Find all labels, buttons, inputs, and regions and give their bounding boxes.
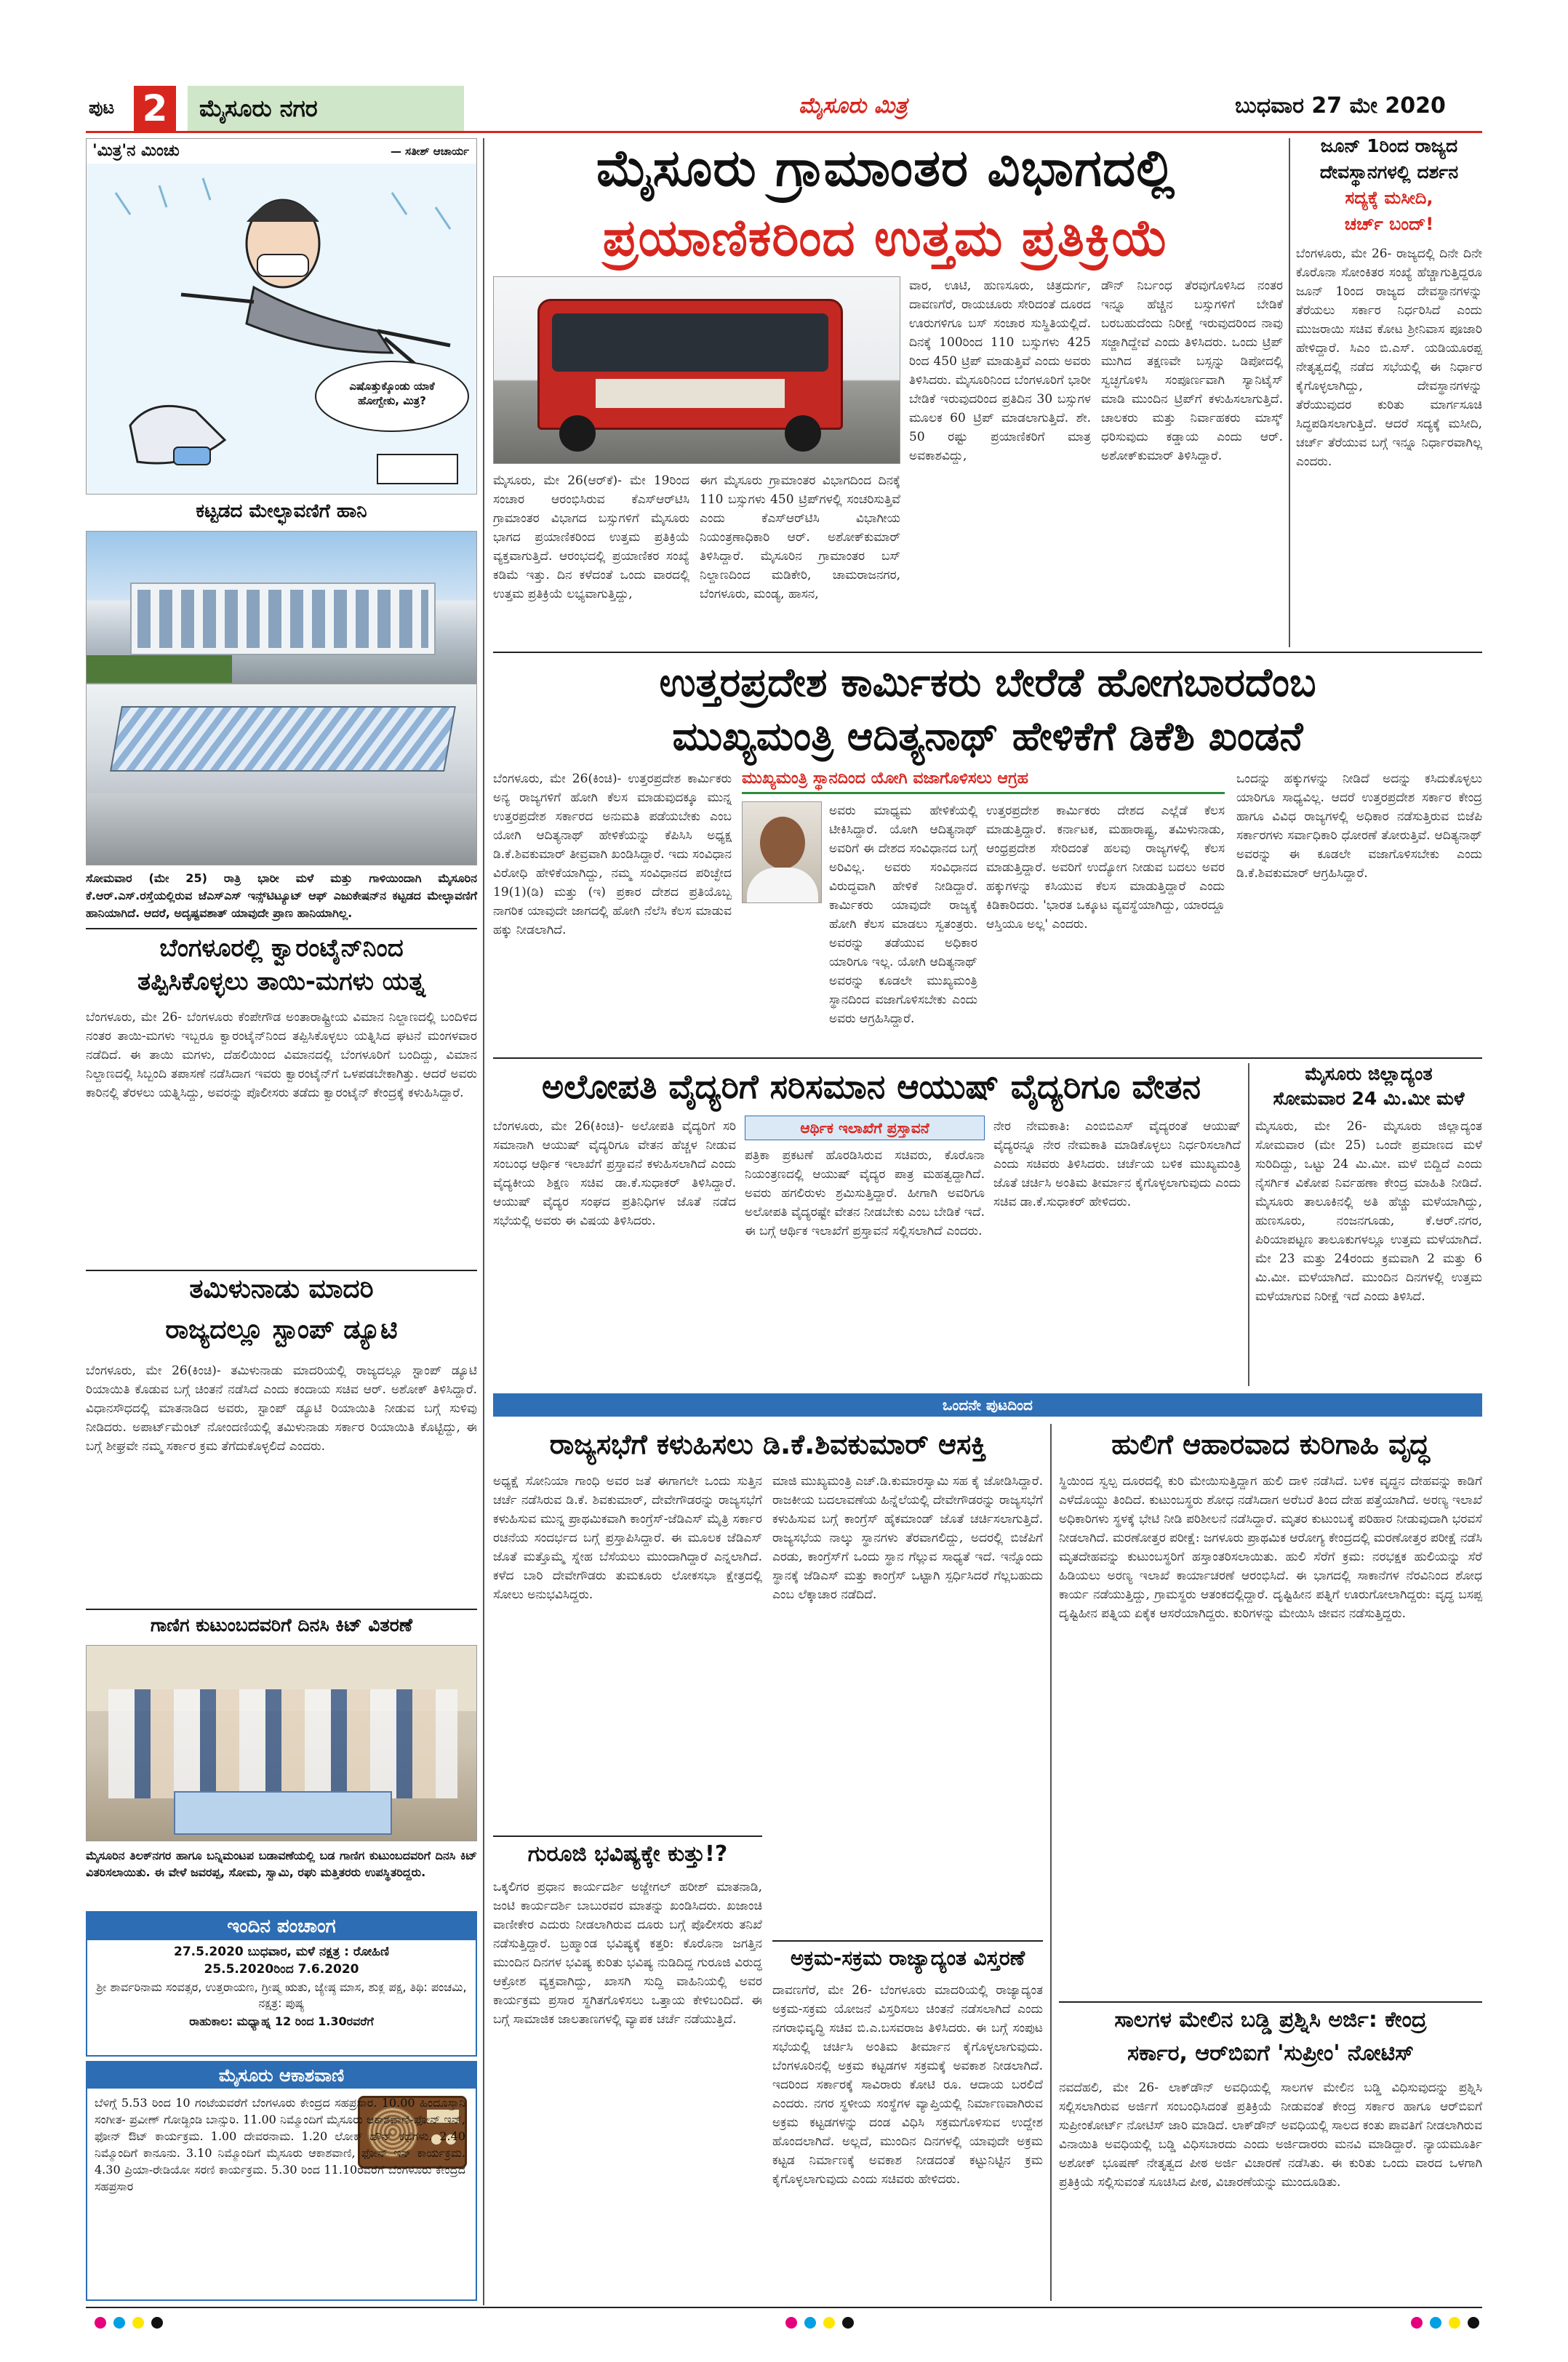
akashavani-title: ಮೈಸೂರು ಆಕಾಶವಾಣಿ: [87, 2062, 476, 2089]
cow-text: ಸ್ಥಿಯಿಂದ ಸ್ವಲ್ಪ ದೂರದಲ್ಲಿ ಕುರಿ ಮೇಯಿಸುತ್ತಿದ್ದಾಗ ಹುಲಿ ದಾಳಿ ನಡೆಸಿದೆ. ಬಳಿಕ ವೃದ್ಧನ ದೇಹವನ್ನು ಕಾಡಿಗೆ ಎಳೆದೊಯ್ದು ತಿಂದಿದೆ. ಕುಟುಂಬಸ್ಥರು ಶೋಧ ನಡೆಸಿದಾಗ ಅರೆಬರೆ ತಿಂದ ದೇಹ ಪತ್ತೆಯಾಗಿದೆ. ಅರಣ್ಯ ಇಲಾಖೆ ಅಧಿಕಾರಿಗಳು ಸ್ಥಳಕ್ಕೆ ಭೇಟಿ ನೀಡಿ ಪರಿಶೀಲನೆ ನಡೆಸಿದ್ದಾರೆ. ಮೃತರ ಕುಟುಂಬಕ್ಕೆ ಪರಿಹಾರ ನೀಡುವುದಾಗಿ ಭರವಸೆ ನೀಡಲಾಗಿದೆ. ಮರಣೋತ್ತರ ಪರೀಕ್ಷೆ: ಜಗಳೂರು ಪ್ರಾಥಮಿಕ ಆರೋಗ್ಯ ಕೇಂದ್ರದಲ್ಲಿ ಮರಣೋತ್ತರ ಪರೀಕ್ಷೆ ನಡೆಸಿ ಮೃತದೇಹವನ್ನು ಕುಟುಂಬಸ್ಥರಿಗೆ ಹಸ್ತಾಂತರಿಸಲಾಯಿತು. ಹುಲಿ ಸೆರೆಗೆ ಕ್ರಮ: ನರಭಕ್ಷಕ ಹುಲಿಯನ್ನು ಸೆರೆ ಹಿಡಿಯಲು ಅರಣ್ಯ ಇಲಾಖೆ ಕಾರ್ಯಾಚರಣೆ ಆರಂಭಿಸಿದೆ. ಈ ಭಾಗದಲ್ಲಿ ಸಾಕಾನೆಗಳ ನೆರವಿನಿಂದ ಶೋಧ ಕಾರ್ಯ ನಡೆಯುತ್ತಿದ್ದು, ಗ್ರಾಮಸ್ಥರು ಆತಂಕದಲ್ಲಿದ್ದಾರೆ. ದೃಷ್ಟಿಹೀನ ಪತ್ನಿಗೆ ಊರುಗೋಲಾಗಿದ್ದರು: ವೃದ್ಧ ಬಸಪ್ಪ ದೃಷ್ಟಿಹೀನ ಪತ್ನಿಯ ಏಕೈಕ ಆಸರೆಯಾಗಿದ್ದರು. ಕುರಿಗಳನ್ನು ಮೇಯಿಸಿ ಜೀವನ ನಡೆಸುತ್ತಿದ್ದರು.: [1059, 1474, 1482, 1621]
cartoon-title: 'ಮಿತ್ರ'ನ ಮಿಂಚು: [92, 142, 180, 160]
dks-col1: ಅಧ್ಯಕ್ಷೆ ಸೋನಿಯಾ ಗಾಂಧಿ ಅವರ ಜತೆ ಈಗಾಗಲೇ ಒಂದು ಸುತ್ತಿನ ಚರ್ಚೆ ನಡೆಸಿರುವ ಡಿ.ಕೆ. ಶಿವಕುಮಾರ್, ದೇವೇಗೌಡರನ್ನು ರಾಜ್ಯಸಭೆಗೆ ಕಳುಹಿಸುವ ಮುನ್ನ ಪ್ರಾಥಮಿಕವಾಗಿ ಕಾಂಗ್ರೆಸ್-ಜೆಡಿಎಸ್ ಮೈತ್ರಿ ಸರ್ಕಾರ ರಚನೆಯ ಸಂದರ್ಭದ ಬಗ್ಗೆ ಪ್ರಸ್ತಾಪಿಸಿದ್ದಾರೆ. ಈ ಮೂಲಕ ಜೆಡಿಎಸ್ ಜೊತೆ ಮತ್ತೊಮ್ಮೆ ಸ್ನೇಹ ಬೆಸೆಯಲು ಮುಂದಾಗಿದ್ದಾರೆ ಎನ್ನಲಾಗಿದೆ. ಕಳೆದ ಬಾರಿ ದೇವೇಗೌಡರು ತುಮಕೂರು ಲೋಕಸಭಾ ಕ್ಷೇತ್ರದಲ್ಲಿ ಸೋಲು ಅನುಭವಿಸಿದ್ದರು.: [493, 1474, 762, 1602]
rule-before-rbi: [1059, 2001, 1482, 2003]
church-sub-1: ಸದ್ಯಕ್ಕೆ ಮಸೀದಿ,: [1345, 188, 1433, 208]
lead-headline-2: ಪ್ರಯಾಣಿಕರಿಂದ ಉತ್ತಮ ಪ್ರತಿಕ್ರಿಯೆ: [602, 208, 1169, 268]
masthead-rule: [86, 131, 1482, 133]
column-rule-right-top: [1289, 138, 1290, 647]
up-col4: ಒಂದನ್ನು ಹಕ್ಕುಗಳನ್ನು ನೀಡಿದೆ ಅದನ್ನು ಕಸಿದುಕೊಳ್ಳಲು ಯಾರಿಗೂ ಸಾಧ್ಯವಿಲ್ಲ. ಆದರೆ ಉತ್ತರಪ್ರದೇಶ ಸರ್ಕಾರ ಕೇಂದ್ರ ಹಾಗೂ ವಿವಿಧ ರಾಜ್ಯಗಳಲ್ಲಿ ಅಧಿಕಾರ ನಡೆಸುತ್ತಿರುವ ಬಿಜೆಪಿ ಸರ್ಕಾರಗಳು ಸರ್ವಾಧಿಕಾರಿ ಧೋರಣೆ ತೋರುತ್ತಿವೆ. ಆದಿತ್ಯನಾಥ್ ಅವರನ್ನು ಈ ಕೂಡಲೇ ವಜಾಗೊಳಿಸಬೇಕು ಎಂದು ಡಿ.ಕೆ.ಶಿವಕುಮಾರ್ ಆಗ್ರಹಿಸಿದ್ದಾರೆ.: [1236, 772, 1482, 881]
tn-headline-2: ರಾಜ್ಯದಲ್ಲೂ ಸ್ಟಾಂಪ್ ಡ್ಯೂಟಿ: [165, 1315, 398, 1345]
panchanga-line1: 27.5.2020 ಬುಧವಾರ, ಮಳೆ ನಕ್ಷತ್ರ : ರೋಹಿಣಿ: [174, 1945, 389, 1959]
cartoon-bubble-text: ಎಷೊತ್ತುಕ್ಕೊಂಡು ಯಾಕೆ ಹೋಗ್ಬೇಕು, ಮಿತ್ರ?: [349, 380, 435, 407]
up-col1: ಬೆಂಗಳೂರು, ಮೇ 26(ಕಿಂಚಿ)- ಉತ್ತರಪ್ರದೇಶ ಕಾರ್ಮಿಕರು ಅನ್ಯ ರಾಜ್ಯಗಳಿಗೆ ಹೋಗಿ ಕೆಲಸ ಮಾಡುವುದಕ್ಕೂ ಮುನ್ನ ಉತ್ತರಪ್ರದೇಶ ಸರ್ಕಾರದ ಅನುಮತಿ ಪಡೆಯಬೇಕು ಎಂಬ ಯೋಗಿ ಆದಿತ್ಯನಾಥ್ ಹೇಳಿಕೆಯನ್ನು ಕೆಪಿಸಿಸಿ ಅಧ್ಯಕ್ಷ ಡಿ.ಕೆ.ಶಿವಕುಮಾರ್ ತೀವ್ರವಾಗಿ ಖಂಡಿಸಿದ್ದಾರೆ. ಇದು ಸಂವಿಧಾನ ವಿರೋಧಿ ಹೇಳಿಕೆಯಾಗಿದ್ದು, ನಮ್ಮ ಸಂವಿಧಾನದ ಪರಿಚ್ಛೇದ 19(1)(ಡಿ) ಮತ್ತು (ಇ) ಪ್ರಕಾರ ದೇಶದ ಪ್ರತಿಯೊಬ್ಬ ನಾಗರಿಕ ಯಾವುದೇ ಜಾಗದಲ್ಲಿ ಹೋಗಿ ನೆಲೆಸಿ ಕೆಲಸ ಮಾಡುವ ಹಕ್ಕು ನೀಡಲಾಗಿದೆ.: [493, 772, 732, 937]
lead-col4: ಡೌನ್ ನಿರ್ಬಂಧ ತೆರವುಗೊಳಿಸಿದ ನಂತರ ಇನ್ನೂ ಹೆಚ್ಚಿನ ಬಸ್ಸುಗಳಿಗೆ ಬೇಡಿಕೆ ಬರಬಹುದೆಂದು ನಿರೀಕ್ಷೆ ಇರುವುದರಿಂದ ನಾವು ಸಜ್ಜಾಗಿದ್ದೇವೆ ಎಂದು ತಿಳಿಸಿದರು. ಒಂದು ಟ್ರಿಪ್ ಮುಗಿದ ತಕ್ಷಣವೇ ಬಸ್ಸನ್ನು ಡಿಪೋದಲ್ಲಿ ಸ್ವಚ್ಛಗೊಳಿಸಿ ಸಂಪೂರ್ಣವಾಗಿ ಸ್ಯಾನಿಟೈಸ್ ಮಾಡಿ ಮುಂದಿನ ಟ್ರಿಪ್‌ಗೆ ಕಳುಹಿಸಲಾಗುತ್ತಿದೆ. ಚಾಲಕರು ಮತ್ತು ನಿರ್ವಾಹಕರು ಮಾಸ್ಕ್ ಧರಿಸುವುದು ಕಡ್ಡಾಯ ಎಂದು ಆರ್. ಅಶೋಕ್‌ಕುಮಾರ್ ತಿಳಿಸಿದ್ದಾರೆ.: [1101, 279, 1283, 463]
quarantine-headline-1: ಬೆಂಗಳೂರಲ್ಲಿ ಕ್ವಾರಂಟೈನ್‌ನಿಂದ: [159, 934, 404, 963]
rbi-headline-1: ಸಾಲಗಳ ಮೇಲಿನ ಬಡ್ಡಿ ಪ್ರಶ್ನಿಸಿ ಅರ್ಜಿ: ಕೇಂದ್ರ: [1114, 2007, 1427, 2033]
column-rule-rain: [1248, 1063, 1249, 1386]
left-rule-3: [86, 1609, 477, 1610]
church-headline-1: ಜೂನ್ 1ರಿಂದ ರಾಜ್ಯದ: [1320, 135, 1458, 156]
ayush-col1: ಬೆಂಗಳೂರು, ಮೇ 26(ಕಿಂಚಿ)- ಅಲೋಪತಿ ವೈದ್ಯರಿಗೆ ಸರಿ ಸಮಾನಾಗಿ ಆಯುಷ್ ವೈದ್ಯರಿಗೂ ವೇತನ ಹೆಚ್ಚಳ ನೀಡುವ ಸಂಬಂಧ ಆರ್ಥಿಕ ಇಲಾಖೆಗೆ ಪ್ರಸ್ತಾವನೆ ಕಳುಹಿಸಲಾಗಿದೆ ಎಂದು ವೈದ್ಯಕೀಯ ಶಿಕ್ಷಣ ಸಚಿವ ಡಾ.ಕೆ.ಸುಧಾಕರ್ ತಿಳಿಸಿದ್ದಾರೆ. ಆಯುಷ್ ವೈದ್ಯರ ಸಂಘದ ಪ್ರತಿನಿಧಿಗಳ ಜೊತೆ ನಡೆದ ಸಭೆಯಲ್ಲಿ ಅವರು ಈ ವಿಷಯ ತಿಳಿಸಿದರು.: [493, 1119, 736, 1228]
cartoon-drawing: [87, 164, 478, 495]
registration-dot: [95, 2317, 106, 2329]
up-sub: [742, 769, 1225, 794]
quarantine-text: ಬೆಂಗಳೂರು, ಮೇ 26- ಬೆಂಗಳೂರು ಕೆಂಪೇಗೌಡ ಅಂತಾರಾಷ್ಟ್ರೀಯ ವಿಮಾನ ನಿಲ್ದಾಣದಲ್ಲಿ ಬಂದಿಳಿದ ನಂತರ ತಾಯಿ-ಮಗಳು ಇಬ್ಬರೂ ಕ್ವಾರಂಟೈನ್‌ನಿಂದ ತಪ್ಪಿಸಿಕೊಳ್ಳಲು ಯತ್ನಿಸಿದ ಘಟನೆ ಮಂಗಳವಾರ ನಡೆದಿದೆ. ಈ ತಾಯಿ ಮಗಳು, ದೆಹಲಿಯಿಂದ ವಿಮಾನದಲ್ಲಿ ಬೆಂಗಳೂರಿಗೆ ಬಂದಿದ್ದು, ವಿಮಾನ ನಿಲ್ದಾಣದಲ್ಲಿ ಸಿಬ್ಬಂದಿ ತಪಾಸಣೆ ನಡೆಸಿದಾಗ ಇವರು ಕ್ವಾರಂಟೈನ್‌ಗೆ ಒಳಪಡಬೇಕಾಗಿತ್ತು. ಆದರೆ ಅವರು ಕಾರಿನಲ್ಲಿ ತೆರಳಲು ಯತ್ನಿಸಿದ್ದು, ಅವರನ್ನು ಪೊಲೀಸರು ತಡೆದು ಕ್ವಾರಂಟೈನ್ ಕೇಂದ್ರಕ್ಕೆ ಕಳುಹಿಸಿದ್ದಾರೆ.: [86, 1010, 477, 1100]
akashavani-box: [86, 2061, 477, 2301]
registration-dot: [1449, 2317, 1460, 2329]
column-rule-mid: [1050, 1424, 1052, 2301]
paper-name: ಮೈಸೂರು ಮಿತ್ರ: [799, 93, 908, 119]
masthead: [86, 86, 1482, 131]
left-rule-2: [86, 1270, 477, 1271]
up-headline-1: ಉತ್ತರಪ್ರದೇಶ ಕಾರ್ಮಿಕರು ಬೇರೆಡೆ ಹೋಗಬಾರದೆಂಬ: [659, 660, 1316, 705]
rain-text: ಮೈಸೂರು, ಮೇ 26- ಮೈಸೂರು ಜಿಲ್ಲಾದ್ಯಂತ ಸೋಮವಾರ (ಮೇ 25) ಒಂದೇ ಪ್ರಮಾಣದ ಮಳೆ ಸುರಿದಿದ್ದು, ಒಟ್ಟು 24 ಮಿ.ಮೀ. ಮಳೆ ಬಿದ್ದಿದೆ ಎಂದು ನೈಸರ್ಗಿಕ ವಿಕೋಪ ನಿರ್ವಹಣಾ ಕೇಂದ್ರ ಮಾಹಿತಿ ನೀಡಿದೆ. ಮೈಸೂರು ತಾಲೂಕಿನಲ್ಲಿ ಅತಿ ಹೆಚ್ಚು ಮಳೆಯಾಗಿದ್ದು, ಹುಣಸೂರು, ನಂಜನಗೂಡು, ಕೆ.ಆರ್.ನಗರ, ಪಿರಿಯಾಪಟ್ಟಣ ತಾಲೂಕುಗಳಲ್ಲೂ ಉತ್ತಮ ಮಳೆಯಾಗಿದೆ. ಮೇ 23 ಮತ್ತು 24ರಂದು ಕ್ರಮವಾಗಿ 2 ಮತ್ತು 6 ಮಿ.ಮೀ. ಮಳೆಯಾಗಿದೆ. ಮುಂದಿನ ದಿನಗಳಲ್ಲಿ ಉತ್ತಮ ಮಳೆಯಾಗುವ ನಿರೀಕ್ಷೆ ಇದೆ ಎಂದು ತಿಳಿಸಿದೆ.: [1255, 1119, 1482, 1304]
lead-headline-1: ಮೈಸೂರು ಗ್ರಾಮಾಂತರ ವಿಭಾಗದಲ್ಲಿ: [596, 138, 1176, 198]
up-col2: ಅವರು ಮಾಧ್ಯಮ ಹೇಳಿಕೆಯಲ್ಲಿ ಟೀಕಿಸಿದ್ದಾರೆ. ಯೋಗಿ ಆದಿತ್ಯನಾಥ್ ಅವರಿಗೆ ಈ ದೇಶದ ಸಂವಿಧಾನದ ಬಗ್ಗೆ ಅರಿವಿಲ್ಲ. ಅವರು ಸಂವಿಧಾನದ ವಿರುದ್ಧವಾಗಿ ಹೇಳಿಕೆ ನೀಡಿದ್ದಾರೆ. ಕಾರ್ಮಿಕರು ಯಾವುದೇ ರಾಜ್ಯಕ್ಕೆ ಹೋಗಿ ಕೆಲಸ ಮಾಡಲು ಸ್ವತಂತ್ರರು. ಅವರನ್ನು ತಡೆಯುವ ಅಧಿಕಾರ ಯಾರಿಗೂ ಇಲ್ಲ. ಯೋಗಿ ಆದಿತ್ಯನಾಥ್ ಅವರನ್ನು ಕೂಡಲೇ ಮುಖ್ಯಮಂತ್ರಿ ಸ್ಥಾನದಿಂದ ವಜಾಗೊಳಿಸಬೇಕು ಎಂದು ಅವರು ಆಗ್ರಹಿಸಿದ್ದಾರೆ.: [829, 804, 977, 1026]
registration-dot: [132, 2317, 144, 2329]
church-text: ಬೆಂಗಳೂರು, ಮೇ 26- ರಾಜ್ಯದಲ್ಲಿ ದಿನೇ ದಿನೇ ಕೊರೊನಾ ಸೋಂಕಿತರ ಸಂಖ್ಯೆ ಹೆಚ್ಚಾಗುತ್ತಿದ್ದರೂ ಜೂನ್ 1ರಿಂದ ರಾಜ್ಯದ ದೇವಸ್ಥಾನಗಳನ್ನು ತೆರೆಯಲು ಸರ್ಕಾರ ನಿರ್ಧರಿಸಿದೆ ಎಂದು ಮುಜರಾಯಿ ಸಚಿವ ಕೋಟ ಶ್ರೀನಿವಾಸ ಪೂಜಾರಿ ಹೇಳಿದ್ದಾರೆ. ಸಿಎಂ ಬಿ.ಎಸ್. ಯಡಿಯೂರಪ್ಪ ನೇತೃತ್ವದಲ್ಲಿ ನಡೆದ ಸಭೆಯಲ್ಲಿ ಈ ನಿರ್ಧಾರ ಕೈಗೊಳ್ಳಲಾಗಿದ್ದು, ದೇವಸ್ಥಾನಗಳನ್ನು ತೆರೆಯುವುದರ ಕುರಿತು ಮಾರ್ಗಸೂಚಿ ಸಿದ್ಧಪಡಿಸಲಾಗುತ್ತಿದೆ. ಆದರೆ ಸದ್ಯಕ್ಕೆ ಮಸೀದಿ, ಚರ್ಚ್ ತೆರೆಯುವ ಬಗ್ಗೆ ಇನ್ನೂ ನಿರ್ಧಾರವಾಗಿಲ್ಲ ಎಂದರು.: [1296, 247, 1482, 469]
cartoon-box: [86, 138, 477, 495]
cow-headline: ಹುಲಿಗೆ ಆಹಾರವಾದ ಕುರಿಗಾಹಿ ವೃದ್ಧ: [1111, 1428, 1430, 1460]
church-headline-2: ದೇವಸ್ಥಾನಗಳಲ್ಲಿ ದರ್ಶನ: [1319, 161, 1459, 183]
guruji-headline: ಗುರೂಜಿ ಭವಿಷ್ಯಕ್ಕೇ ಕುತ್ತು!?: [527, 1841, 728, 1867]
rule-before-akrama: [772, 1940, 1043, 1942]
lead-col2: ಈಗ ಮೈಸೂರು ಗ್ರಾಮಾಂತರ ವಿಭಾಗದಿಂದ ದಿನಕ್ಕೆ 110 ಬಸ್ಸುಗಳು 450 ಟ್ರಿಪ್‌ಗಳಲ್ಲಿ ಸಂಚರಿಸುತ್ತಿವೆ ಎಂದು ಕೆಎಸ್‌ಆರ್‌ಟಿಸಿ ವಿಭಾಗೀಯ ನಿಯಂತ್ರಣಾಧಿಕಾರಿ ಆರ್. ಅಶೋಕ್‌ಕುಮಾರ್ ತಿಳಿಸಿದ್ದಾರೆ. ಮೈಸೂರಿನ ಗ್ರಾಮಾಂತರ ಬಸ್ ನಿಲ್ದಾಣದಿಂದ ಮಡಿಕೇರಿ, ಚಾಮರಾಜನಗರ, ಬೆಂಗಳೂರು, ಮಂಡ್ಯ, ಹಾಸನ,: [700, 473, 900, 601]
rain-headline-1: ಮೈಸೂರು ಜಿಲ್ಲಾದ್ಯಂತ: [1305, 1063, 1433, 1084]
section-title: ಮೈಸೂರು ನಗರ: [199, 95, 318, 122]
building-caption: ಸೋಮವಾರ (ಮೇ 25) ರಾತ್ರಿ ಭಾರೀ ಮಳೆ ಮತ್ತು ಗಾಳಿಯಿಂದಾಗಿ ಮೈಸೂರಿನ ಕೆ.ಆರ್.ಎಸ್.ರಸ್ತೆಯಲ್ಲಿರುವ ಜೆಎಸ್‌ಎಸ್ ಇನ್ಸ್‌ಟಿಟ್ಯೂಟ್ ಆಫ್ ಎಜುಕೇಷನ್‌ನ ಕಟ್ಟಡದ ಮೇಲ್ಛಾವಣಿಗೆ ಹಾನಿಯಾಗಿದೆ. ಆದರೆ, ಅದೃಷ್ಟವಶಾತ್ ಯಾವುದೇ ಪ್ರಾಣ ಹಾನಿಯಾಗಿಲ್ಲ.: [86, 871, 477, 920]
panchanga-title: ಇಂದಿನ ಪಂಚಾಂಗ: [87, 1913, 476, 1940]
panchanga-rahu: ರಾಹುಕಾಲ: ಮಧ್ಯಾಹ್ನ 12 ರಿಂದ 1.30ರವರೆಗೆ: [189, 2014, 374, 2028]
registration-dot: [1430, 2317, 1441, 2329]
continued-banner-text: ಒಂದನೇ ಪುಟದಿಂದ: [943, 1396, 1033, 1414]
church-sub-2: ಚರ್ಚ್ ಬಂದ್!: [1344, 214, 1434, 234]
rbi-text: ನವದೆಹಲಿ, ಮೇ 26- ಲಾಕ್‌ಡೌನ್ ಅವಧಿಯಲ್ಲಿ ಸಾಲಗಳ ಮೇಲಿನ ಬಡ್ಡಿ ವಿಧಿಸುವುದನ್ನು ಪ್ರಶ್ನಿಸಿ ಸಲ್ಲಿಸಲಾಗಿರುವ ಅರ್ಜಿಗೆ ಸಂಬಂಧಿಸಿದಂತೆ ಪ್ರತಿಕ್ರಿಯೆ ನೀಡುವಂತೆ ಕೇಂದ್ರ ಸರ್ಕಾರ ಹಾಗೂ ಆರ್‌ಬಿಐಗೆ ಸುಪ್ರೀಂಕೋರ್ಟ್ ನೋಟಿಸ್ ಜಾರಿ ಮಾಡಿದೆ. ಲಾಕ್‌ಡೌನ್ ಅವಧಿಯಲ್ಲಿ ಸಾಲದ ಕಂತು ಪಾವತಿಗೆ ನೀಡಲಾಗಿರುವ ವಿನಾಯಿತಿ ಅವಧಿಯಲ್ಲಿ ಬಡ್ಡಿ ವಿಧಿಸಬಾರದು ಎಂದು ಅರ್ಜಿದಾರರು ಮನವಿ ಮಾಡಿದ್ದಾರೆ. ನ್ಯಾಯಮೂರ್ತಿ ಅಶೋಕ್ ಭೂಷಣ್ ನೇತೃತ್ವದ ಪೀಠ ಅರ್ಜಿ ವಿಚಾರಣೆ ನಡೆಸಿತು. ಈ ಕುರಿತು ಒಂದು ವಾರದ ಒಳಗಾಗಿ ಪ್ರತಿಕ್ರಿಯೆ ಸಲ್ಲಿಸುವಂತೆ ಸೂಚಿಸಿದ ಪೀಠ, ವಿಚಾರಣೆಯನ್ನು ಮುಂದೂಡಿತು.: [1059, 2081, 1482, 2190]
panchanga-box: [86, 1911, 477, 2057]
rule-after-lead: [493, 652, 1482, 653]
akrama-text: ದಾವಣಗೆರೆ, ಮೇ 26- ಬೆಂಗಳೂರು ಮಾದರಿಯಲ್ಲಿ ರಾಜ್ಯಾದ್ಯಂತ ಅಕ್ರಮ-ಸಕ್ರಮ ಯೋಜನೆ ವಿಸ್ತರಿಸಲು ಚಿಂತನೆ ನಡೆಸಲಾಗಿದೆ ಎಂದು ನಗರಾಭಿವೃದ್ಧಿ ಸಚಿವ ಬಿ.ಎ.ಬಸವರಾಜ ತಿಳಿಸಿದರು. ಈ ಬಗ್ಗೆ ಸಂಪುಟ ಸಭೆಯಲ್ಲಿ ಚರ್ಚಿಸಿ ಅಂತಿಮ ತೀರ್ಮಾನ ಕೈಗೊಳ್ಳಲಾಗುವುದು. ಬೆಂಗಳೂರಿನಲ್ಲಿ ಅಕ್ರಮ ಕಟ್ಟಡಗಳ ಸಕ್ರಮಕ್ಕೆ ಅವಕಾಶ ನೀಡಲಾಗಿದೆ. ಇದರಿಂದ ಸರ್ಕಾರಕ್ಕೆ ಸಾವಿರಾರು ಕೋಟಿ ರೂ. ಆದಾಯ ಬರಲಿದೆ ಎಂದರು. ನಗರ ಸ್ಥಳೀಯ ಸಂಸ್ಥೆಗಳ ವ್ಯಾಪ್ತಿಯಲ್ಲಿ ನಿರ್ಮಾಣವಾಗಿರುವ ಅಕ್ರಮ ಕಟ್ಟಡಗಳನ್ನು ದಂಡ ವಿಧಿಸಿ ಸಕ್ರಮಗೊಳಿಸುವ ಉದ್ದೇಶ ಹೊಂದಲಾಗಿದೆ. ಅಲ್ಲದೆ, ಮುಂದಿನ ದಿನಗಳಲ್ಲಿ ಯಾವುದೇ ಅಕ್ರಮ ಕಟ್ಟಡ ನಿರ್ಮಾಣಕ್ಕೆ ಅವಕಾಶ ನೀಡದಂತೆ ಕಟ್ಟುನಿಟ್ಟಿನ ಕ್ರಮ ಕೈಗೊಳ್ಳಲಾಗುವುದು ಎಂದು ಸಚಿವರು ಹೇಳಿದರು.: [772, 1983, 1043, 2187]
guruji-text: ಒಕ್ಕಲಿಗರ ಪ್ರಧಾನ ಕಾರ್ಯದರ್ಶಿ ಅಜ್ಜೇಗಲ್ ಹರೀಶ್ ಮಾತನಾಡಿ, ಜಂಟಿ ಕಾರ್ಯದರ್ಶಿ ಬಾಬುರವರ ಮಾತನ್ನು ಖಂಡಿಸಿದರು. ಖಜಾಂಚಿ ವಾಣೀಕೇರ ಎದುರು ನೀಡಲಾಗಿರುವ ದೂರು ಬಗ್ಗೆ ಪೊಲೀಸರು ತನಿಖೆ ನಡೆಸುತ್ತಿದ್ದಾರೆ. ಬ್ರಹ್ಮಾಂಡ ಭವಿಷ್ಯಕ್ಕೆ ಕತ್ತರಿ: ಕೊರೊನಾ ಜಗತ್ತಿನ ಮುಂದಿನ ದಿನಗಳ ಭವಿಷ್ಯ ಕುರಿತು ಭವಿಷ್ಯ ನುಡಿದಿದ್ದ ಗುರೂಜಿ ವಿರುದ್ಧ ಆಕ್ರೋಶ ವ್ಯಕ್ತವಾಗಿದ್ದು, ಖಾಸಗಿ ಸುದ್ದಿ ವಾಹಿನಿಯಲ್ಲಿ ಅವರ ಕಾರ್ಯಕ್ರಮ ಪ್ರಸಾರ ಸ್ಥಗಿತಗೊಳಿಸಲು ಒತ್ತಾಯ ಕೇಳಿಬಂದಿದೆ. ಈ ಬಗ್ಗೆ ಸಾಮಾಜಿಕ ಜಾಲತಾಣಗಳಲ್ಲಿ ವ್ಯಾಪಕ ಚರ್ಚೆ ನಡೆಯುತ್ತಿದೆ.: [493, 1880, 762, 2027]
section-bar: [188, 86, 464, 131]
up-headline-2: ಮುಖ್ಯಮಂತ್ರಿ ಆದಿತ್ಯನಾಥ್ ಹೇಳಿಕೆಗೆ ಡಿಕೆಶಿ ಖಂಡನೆ: [672, 713, 1303, 759]
kit-title: ಗಾಣಿಗ ಕುಟುಂಬದವರಿಗೆ ದಿನಸಿ ಕಿಟ್ ವಿತರಣೆ: [150, 1614, 413, 1636]
tn-text: ಬೆಂಗಳೂರು, ಮೇ 26(ಕಿಂಚಿ)- ತಮಿಳುನಾಡು ಮಾದರಿಯಲ್ಲಿ ರಾಜ್ಯದಲ್ಲೂ ಸ್ಟಾಂಪ್ ಡ್ಯೂಟಿ ರಿಯಾಯಿತಿ ಕೊಡುವ ಬಗ್ಗೆ ಚಿಂತನೆ ನಡೆಸಿದೆ ಎಂದು ಕಂದಾಯ ಸಚಿವ ಆರ್. ಅಶೋಕ್ ತಿಳಿಸಿದ್ದಾರೆ. ವಿಧಾನಸೌಧದಲ್ಲಿ ಮಾತನಾಡಿದ ಅವರು, ಸ್ಟಾಂಪ್ ಡ್ಯೂಟಿ ರಿಯಾಯಿತಿ ನೀಡುವ ಬಗ್ಗೆ ಸುಳಿವು ನೀಡಿದರು. ಅಪಾರ್ಟ್‌ಮೆಂಟ್ ನೋಂದಣಿಯಲ್ಲಿ ತಮಿಳುನಾಡು ಸರ್ಕಾರ ರಿಯಾಯಿತಿ ಕೊಟ್ಟಿದ್ದು, ಈ ಬಗ್ಗೆ ಶೀಘ್ರವೇ ನಮ್ಮ ಸರ್ಕಾರ ಕ್ರಮ ತೆಗೆದುಕೊಳ್ಳಲಿದೆ ಎಂದರು.: [86, 1364, 477, 1454]
kit-caption: ಮೈಸೂರಿನ ತಿಲಕ್‌ನಗರ ಹಾಗೂ ಬನ್ನಿಮಂಟಪ ಬಡಾವಣೆಯಲ್ಲಿ ಬಡ ಗಾಣಿಗ ಕುಟುಂಬದವರಿಗೆ ದಿನಸಿ ಕಿಟ್ ವಿತರಿಸಲಾಯಿತು. ಈ ವೇಳೆ ಜವರಪ್ಪ, ಸೋಮ, ಸ್ವಾಮಿ, ರಘು ಮತ್ತಿತರರು ಉಪಸ್ಥಿತರಿದ್ದರು.: [86, 1849, 477, 1879]
akashavani-text: ಬೆಳಿಗ್ಗೆ 5.53 ರಿಂದ 10 ಗಂಟೆಯವರೆಗೆ ಬೆಂಗಳೂರು ಕೇಂದ್ರದ ಸಹಪ್ರಸಾರ. 10.00 ಹಿಂದೂಸ್ತಾನಿ ಸಂಗೀತ- ಪ್ರವೀಣ್ ಗೋಡ್ಖಿಂಡಿ ಬಾನ್ಸುರಿ. 11.00 ನಿಮ್ಮೊಂದಿಗೆ ಮೈಸೂರು ಆಕಾಶವಾಣಿ-ಫೋನ್ ಇನ್, ಫೋನ್ ಔಟ್ ಕಾರ್ಯಕ್ರಮ. 1.00 ದೇವರನಾಮ. 1.20 ಲೋಕ್ ಡೌನ್ ಕಥೆಗಳು. 2.40 ನಿಮ್ಮೊಂದಿಗೆ ಕಾನೂನು. 3.10 ನಿಮ್ಮೊಂದಿಗೆ ಮೈಸೂರು ಆಕಾಶವಾಣಿ, ಫೋನ್ ಇನ್ ಕಾರ್ಯಕ್ರಮ. 4.30 ಪ್ರಿಯಾ-ರೇಡಿಯೋ ಸರಣಿ ಕಾರ್ಯಕ್ರಮ. 5.30 ರಿಂದ 11.10ರವರೆಗೆ ಬೆಂಗಳೂರು ಕೇಂದ್ರದ ಸಹಪ್ರಸಾರ: [95, 2096, 465, 2193]
rule-before-guruji: [493, 1835, 762, 1837]
cartoon-title-bar: [87, 139, 476, 164]
registration-dot: [113, 2317, 125, 2329]
panchanga-body: ಶ್ರೀ ಶಾರ್ವರಿನಾಮ ಸಂವತ್ಸರ, ಉತ್ತರಾಯಣ, ಗ್ರೀಷ್ಮ ಋತು, ಜ್ಯೇಷ್ಠ ಮಾಸ, ಶುಕ್ಲ ಪಕ್ಷ, ತಿಥಿ: ಪಂಚಮಿ, ನಕ್ಷತ್ರ: ಪುಷ್ಯ: [96, 1980, 467, 2010]
lead-col3: ವಾರ, ಊಟಿ, ಹುಣಸೂರು, ಚಿತ್ರದುರ್ಗ, ದಾವಣಗೆರೆ, ರಾಯಚೂರು ಸೇರಿದಂತೆ ದೂರದ ಊರುಗಳಿಗೂ ಬಸ್ ಸಂಚಾರ ಸುಸ್ಥಿತಿಯಲ್ಲಿದೆ. ದಿನಕ್ಕೆ 100ರಿಂದ 110 ಬಸ್ಸುಗಳು 425 ರಿಂದ 450 ಟ್ರಿಪ್ ಮಾಡುತ್ತಿವೆ ಎಂದು ಅವರು ತಿಳಿಸಿದರು. ಮೈಸೂರಿನಿಂದ ಬೆಂಗಳೂರಿಗೆ ಭಾರೀ ಬೇಡಿಕೆ ಇರುವುದರಿಂದ ಪ್ರತಿದಿನ 30 ಬಸ್ಸುಗಳ ಮೂಲಕ 60 ಟ್ರಿಪ್ ಮಾಡಲಾಗುತ್ತಿದೆ. ಶೇ. 50 ರಷ್ಟು ಪ್ರಯಾಣಿಕರಿಗೆ ಮಾತ್ರ ಅವಕಾಶವಿದ್ದು,: [909, 279, 1091, 463]
bus-photo: [493, 276, 900, 464]
up-col3: ಉತ್ತರಪ್ರದೇಶ ಕಾರ್ಮಿಕರು ದೇಶದ ಎಲ್ಲೆಡೆ ಕೆಲಸ ಮಾಡುತ್ತಿದ್ದಾರೆ. ಕರ್ನಾಟಕ, ಮಹಾರಾಷ್ಟ್ರ, ತಮಿಳುನಾಡು, ಆಂಧ್ರಪ್ರದೇಶ ಸೇರಿದಂತೆ ಹಲವು ರಾಜ್ಯಗಳಲ್ಲಿ ಕೆಲಸ ಮಾಡುತ್ತಿದ್ದಾರೆ. ಅವರಿಗೆ ಉದ್ಯೋಗ ನೀಡುವ ಬದಲು ಅವರ ಹಕ್ಕುಗಳನ್ನು ಕಸಿಯುವ ಕೆಲಸ ಮಾಡುತ್ತಿದ್ದಾರೆ ಎಂದು ಕಿಡಿಕಾರಿದರು. 'ಭಾರತ ಒಕ್ಕೂಟ ವ್ಯವಸ್ಥೆಯಾಗಿದ್ದು, ಯಾರದ್ದೂ ಆಸ್ತಿಯೂ ಅಲ್ಲ' ಎಂದರು.: [986, 804, 1225, 932]
kit-photo: [86, 1645, 477, 1841]
ayush-box: [745, 1116, 985, 1140]
lead-col1: ಮೈಸೂರು, ಮೇ 26(ಆರ್‌ಕೆ)- ಮೇ 19ರಿಂದ ಸಂಚಾರ ಆರಂಭಿಸಿರುವ ಕೆಎಸ್‌ಆರ್‌ಟಿಸಿ ಗ್ರಾಮಾಂತರ ವಿಭಾಗದ ಬಸ್ಸುಗಳಿಗೆ ಮೈಸೂರು ಭಾಗದ ಪ್ರಯಾಣಿಕರಿಂದ ಉತ್ತಮ ಪ್ರತಿಕ್ರಿಯೆ ವ್ಯಕ್ತವಾಗುತ್ತಿದೆ. ಆರಂಭದಲ್ಲಿ ಪ್ರಯಾಣಿಕರ ಸಂಖ್ಯೆ ಕಡಿಮೆ ಇತ್ತು. ದಿನ ಕಳೆದಂತೆ ಒಂದು ವಾರದಲ್ಲಿ ಉತ್ತಮ ಪ್ರತಿಕ್ರಿಯೆ ಲಭ್ಯವಾಗುತ್ತಿದ್ದು,: [493, 473, 689, 601]
column-rule-left: [483, 138, 484, 2305]
ayush-col2: ಪತ್ರಿಕಾ ಪ್ರಕಟಣೆ ಹೊರಡಿಸಿರುವ ಸಚಿವರು, ಕೊರೊನಾ ನಿಯಂತ್ರಣದಲ್ಲಿ ಆಯುಷ್ ವೈದ್ಯರ ಪಾತ್ರ ಮಹತ್ವದ್ದಾಗಿದೆ. ಅವರು ಹಗಲಿರುಳು ಶ್ರಮಿಸುತ್ತಿದ್ದಾರೆ. ಹೀಗಾಗಿ ಅವರಿಗೂ ಅಲೋಪತಿ ವೈದ್ಯರಷ್ಟೇ ವೇತನ ನೀಡಬೇಕು ಎಂಬ ಬೇಡಿಕೆ ಇದೆ. ಈ ಬಗ್ಗೆ ಆರ್ಥಿಕ ಇಲಾಖೆಗೆ ಪ್ರಸ್ತಾವನೆ ಸಲ್ಲಿಸಲಾಗಿದೆ ಎಂದರು.: [745, 1148, 985, 1238]
registration-dot: [151, 2317, 163, 2329]
dks-headline: ರಾಜ್ಯಸಭೆಗೆ ಕಳುಹಿಸಲು ಡಿ.ಕೆ.ಶಿವಕುಮಾರ್ ಆಸಕ್ತಿ: [549, 1428, 987, 1460]
registration-dot: [823, 2317, 835, 2329]
tn-headline-1: ತಮಿಳುನಾಡು ಮಾದರಿ: [189, 1274, 374, 1304]
page-badge: [86, 86, 188, 131]
building-photo-1: [86, 531, 477, 684]
building-photo-2: [86, 684, 477, 865]
page-number: 2: [134, 86, 176, 131]
rule-after-up: [493, 1057, 1482, 1059]
rbi-headline-2: ಸರ್ಕಾರ, ಆರ್‌ಬಿಐಗೆ 'ಸುಪ್ರೀಂ' ನೋಟಿಸ್: [1127, 2041, 1414, 2066]
quarantine-headline-2: ತಪ್ಪಿಸಿಕೊಳ್ಳಲು ತಾಯಿ-ಮಗಳು ಯತ್ನ: [137, 967, 425, 996]
registration-dot: [1411, 2317, 1423, 2329]
ayush-col3: ನೇರ ನೇಮಕಾತಿ: ಎಂಬಿಬಿಎಸ್ ವೈದ್ಯರಂತೆ ಆಯುಷ್ ವೈದ್ಯರನ್ನೂ ನೇರ ನೇಮಕಾತಿ ಮಾಡಿಕೊಳ್ಳಲು ನಿರ್ಧರಿಸಲಾಗಿದೆ ಎಂದು ಸಚಿವರು ತಿಳಿಸಿದರು. ಚರ್ಚೆಯ ಬಳಿಕ ಮುಖ್ಯಮಂತ್ರಿ ಜೊತೆ ಚರ್ಚಿಸಿ ಅಂತಿಮ ತೀರ್ಮಾನ ಕೈಗೊಳ್ಳಲಾಗುವುದು ಎಂದು ಸಚಿವ ಡಾ.ಕೆ.ಸುಧಾಕರ್ ಹೇಳಿದರು.: [993, 1119, 1241, 1209]
bottom-rule: [86, 2307, 1482, 2308]
registration-dot: [785, 2317, 797, 2329]
registration-dot: [842, 2317, 854, 2329]
building-title: ಕಟ್ಟಡದ ಮೇಲ್ಛಾವಣಿಗೆ ಹಾನಿ: [196, 500, 367, 522]
page-label: ಪುಟ: [89, 97, 115, 118]
continued-banner: [493, 1393, 1482, 1417]
registration-dot: [1468, 2317, 1479, 2329]
up-sub-text: ಮುಖ್ಯಮಂತ್ರಿ ಸ್ಥಾನದಿಂದ ಯೋಗಿ ವಜಾಗೊಳಿಸಲು ಆಗ್ರಹ: [742, 769, 1029, 788]
ayush-headline: ಅಲೋಪತಿ ವೈದ್ಯರಿಗೆ ಸರಿಸಮಾನ ಆಯುಷ್ ವೈದ್ಯರಿಗೂ ವೇತನ: [541, 1067, 1201, 1106]
left-rule-1: [86, 928, 477, 929]
akrama-headline: ಅಕ್ರಮ-ಸಕ್ರಮ ರಾಜ್ಯಾದ್ಯಂತ ವಿಸ್ತರಣೆ: [790, 1946, 1025, 1970]
registration-dot: [804, 2317, 816, 2329]
ayush-box-label: ಆರ್ಥಿಕ ಇಲಾಖೆಗೆ ಪ್ರಸ್ತಾವನೆ: [800, 1119, 929, 1137]
panchanga-line2: 25.5.2020ರಿಂದ 7.6.2020: [204, 1962, 359, 1977]
rain-headline-2: ಸೋಮವಾರ 24 ಮಿ.ಮೀ ಮಳೆ: [1273, 1088, 1465, 1109]
cartoon-artist: — ಸತೀಶ್ ಆಚಾರ್ಯ: [390, 145, 469, 158]
issue-date: ಬುಧವಾರ 27 ಮೇ 2020: [1235, 93, 1446, 119]
dks-col2: ಮಾಜಿ ಮುಖ್ಯಮಂತ್ರಿ ಎಚ್.ಡಿ.ಕುಮಾರಸ್ವಾಮಿ ಸಹ ಕೈ ಜೋಡಿಸಿದ್ದಾರೆ. ರಾಜಕೀಯ ಬದಲಾವಣೆಯ ಹಿನ್ನೆಲೆಯಲ್ಲಿ ದೇವೇಗೌಡರನ್ನು ರಾಜ್ಯಸಭೆಗೆ ಕಳುಹಿಸುವ ಬಗ್ಗೆ ಕಾಂಗ್ರೆಸ್ ಹೈಕಮಾಂಡ್ ಜೊತೆ ಚರ್ಚಿಸಲಾಗುತ್ತಿದೆ. ರಾಜ್ಯಸಭೆಯ ನಾಲ್ಕು ಸ್ಥಾನಗಳು ತೆರವಾಗಲಿದ್ದು, ಅದರಲ್ಲಿ ಬಿಜೆಪಿಗೆ ಎರಡು, ಕಾಂಗ್ರೆಸ್‌ಗೆ ಒಂದು ಸ್ಥಾನ ಗೆಲ್ಲುವ ಸಾಧ್ಯತೆ ಇದೆ. ಇನ್ನೊಂದು ಸ್ಥಾನಕ್ಕೆ ಜೆಡಿಎಸ್ ಮತ್ತು ಕಾಂಗ್ರೆಸ್ ಒಟ್ಟಾಗಿ ಸ್ಪರ್ಧಿಸಿದರೆ ಗೆಲ್ಲಬಹುದು ಎಂಬ ಲೆಕ್ಕಾಚಾರ ನಡೆದಿದೆ.: [772, 1474, 1043, 1602]
